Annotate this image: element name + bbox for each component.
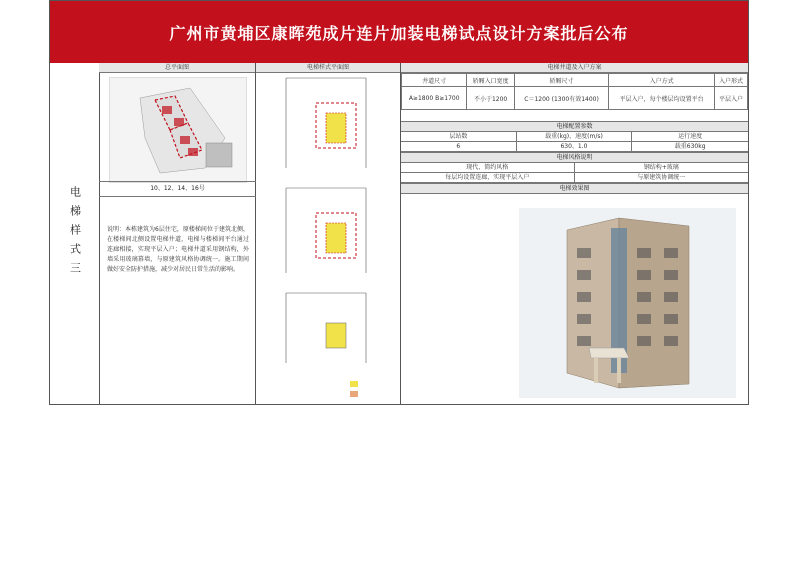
row-label-text: 电梯样式三 (68, 186, 82, 281)
site-plan-image (109, 77, 247, 183)
param-label: 载重(kg)、速度(m/s) (517, 132, 633, 141)
dim-header: 轿厢尺寸 (514, 74, 608, 87)
style-header: 电梯风格说明 (401, 152, 748, 163)
dim-header: 井道尺寸 (402, 74, 467, 87)
design-sheet (49, 0, 749, 405)
param-value: 载重630kg (674, 143, 706, 150)
design-description: 说明：本栋建筑为6层住宅，原楼梯间位于建筑北侧，在楼梯间北侧设置电梯井道，电梯与楼梯间平台通过连廊相接，实现平层入户；电梯井道采用钢结构，外墙采用玻璃幕墙，与原建筑风格协调统一。施工期间做好安全防护措施，减少对居民日常生活的影响。 (107, 226, 249, 273)
param-label: 运行速度 (678, 133, 703, 140)
style-item: 每层均设置连廊，实现平层入户 (401, 173, 575, 182)
params-section (401, 121, 748, 194)
dim-header: 入户形式 (715, 74, 748, 87)
floor-plan-header: 电梯样式平面图 (256, 63, 400, 73)
param-value: 6 (401, 142, 517, 151)
dim-header: 轿厢入口宽度 (467, 74, 514, 87)
dim-value: C＝1200 (1300有效1400) (514, 87, 608, 110)
param-value: 630、1.0 (517, 142, 633, 151)
style-row (401, 163, 748, 173)
floor-plan-drawings (256, 73, 401, 403)
elevator-scheme-column (401, 63, 748, 404)
style-row-2 (401, 173, 748, 183)
style-item: 钢结构+玻璃 (643, 164, 679, 171)
dim-value: 不小于1200 (467, 87, 514, 110)
dim-value: A≥1800 B≥1700 (402, 87, 467, 110)
param-label: 层站数 (401, 132, 517, 141)
scheme-header: 电梯井道及入户方案 (401, 63, 748, 73)
dim-header: 入户方式 (609, 74, 715, 87)
page-title: 广州市黄埔区康晖苑成片连片加装电梯试点设计方案批后公布 (50, 1, 748, 63)
style-item: 与原建筑协调统一 (637, 174, 686, 181)
params-row (401, 132, 748, 142)
site-plan-header: 总平面图 (99, 63, 255, 73)
style-item: 现代、简约风格 (401, 163, 575, 172)
params-values (401, 142, 748, 152)
params-header: 电梯配置参数 (401, 121, 748, 132)
render-header: 电梯效果图 (401, 183, 748, 194)
floor-plan-column (256, 63, 401, 404)
row-label (50, 63, 100, 404)
elevator-render-image (519, 208, 736, 398)
dimension-table (401, 73, 748, 110)
site-plan-column (99, 63, 256, 404)
dim-value: 平层入户，每个楼层均设置平台 (609, 87, 715, 110)
dim-value: 平层入户 (715, 87, 748, 110)
unit-numbers: 10、12、14、16号 (99, 181, 256, 197)
